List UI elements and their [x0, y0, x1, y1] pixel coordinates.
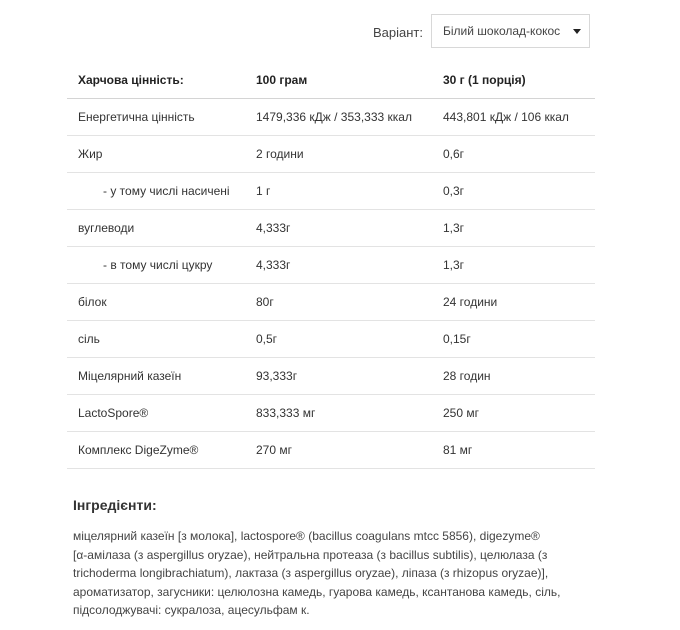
- row-per-100g: 4,333г: [245, 210, 432, 247]
- ingredients-line: ароматизатор, загусники: целюлозна камедь, гуарова камедь, ксантанова камедь, сіль,: [73, 584, 561, 599]
- row-name: LactoSpore®: [67, 395, 245, 432]
- row-per-serving: 81 мг: [432, 432, 595, 469]
- row-name: Міцелярний казеїн: [67, 358, 245, 395]
- row-per-100g: 93,333г: [245, 358, 432, 395]
- row-per-serving: 1,3г: [432, 247, 595, 284]
- row-per-100g: 1479,336 кДж / 353,333 ккал: [245, 99, 432, 136]
- row-name: Енергетична цінність: [67, 99, 245, 136]
- row-per-100g: 4,333г: [245, 247, 432, 284]
- row-per-serving: 0,6г: [432, 136, 595, 173]
- table-row: [67, 247, 595, 284]
- table-header-row: [67, 61, 595, 99]
- table-row: [67, 284, 595, 321]
- row-per-serving: 443,801 кДж / 106 ккал: [432, 99, 595, 136]
- ingredients-text: [73, 527, 613, 620]
- ingredients-line: міцелярний казеїн [з молока], lactospore® (bacillus coagulans mtcc 5856), digezyme®: [73, 529, 540, 543]
- row-per-100g: 0,5г: [245, 321, 432, 358]
- table-row: [67, 395, 595, 432]
- ingredients-line: [α-амілаза (з aspergillus oryzae), нейтральна протеаза (з bacillus subtilis), целюлаза (з: [73, 547, 548, 562]
- table-row: [67, 358, 595, 395]
- row-name: Комплекс DigeZyme®: [67, 432, 245, 469]
- ingredients-line: підсолоджувачі: сукралоза, ацесульфам к.: [73, 603, 310, 617]
- row-per-100g: 1 г: [245, 173, 432, 210]
- header-per-serving: 30 г (1 порція): [432, 61, 595, 99]
- header-per-100g: 100 грам: [245, 61, 432, 99]
- row-per-serving: 0,15г: [432, 321, 595, 358]
- table-row: [67, 432, 595, 469]
- table-row: [67, 321, 595, 358]
- header-nutrition: Харчова цінність:: [67, 61, 245, 99]
- row-per-100g: 270 мг: [245, 432, 432, 469]
- nutrition-table: [67, 61, 595, 469]
- ingredients-title: Інгредієнти:: [73, 497, 157, 513]
- row-per-serving: 24 години: [432, 284, 595, 321]
- ingredients-line: trichoderma longibrachiatum), лактаза (з aspergillus oryzae), ліпаза (з rhizopus oryzae)],: [73, 566, 549, 580]
- row-name: - в тому числі цукру: [67, 247, 245, 284]
- variant-dropdown[interactable]: [431, 14, 590, 48]
- row-per-100g: 80г: [245, 284, 432, 321]
- row-per-serving: 250 мг: [432, 395, 595, 432]
- row-name: - у тому числі насичені: [67, 173, 245, 210]
- row-per-serving: 28 годин: [432, 358, 595, 395]
- row-per-100g: 833,333 мг: [245, 395, 432, 432]
- caret-down-icon: [573, 29, 581, 34]
- row-per-100g: 2 години: [245, 136, 432, 173]
- row-name: вуглеводи: [67, 210, 245, 247]
- variant-selector-row: [0, 14, 680, 50]
- table-row: [67, 173, 595, 210]
- row-name: сіль: [67, 321, 245, 358]
- table-row: [67, 99, 595, 136]
- table-row: [67, 136, 595, 173]
- row-name: білок: [67, 284, 245, 321]
- variant-selected-value: Білий шоколад-кокос: [443, 24, 561, 38]
- row-per-serving: 1,3г: [432, 210, 595, 247]
- row-name: Жир: [67, 136, 245, 173]
- table-row: [67, 210, 595, 247]
- row-per-serving: 0,3г: [432, 173, 595, 210]
- variant-label: Варіант:: [373, 25, 423, 40]
